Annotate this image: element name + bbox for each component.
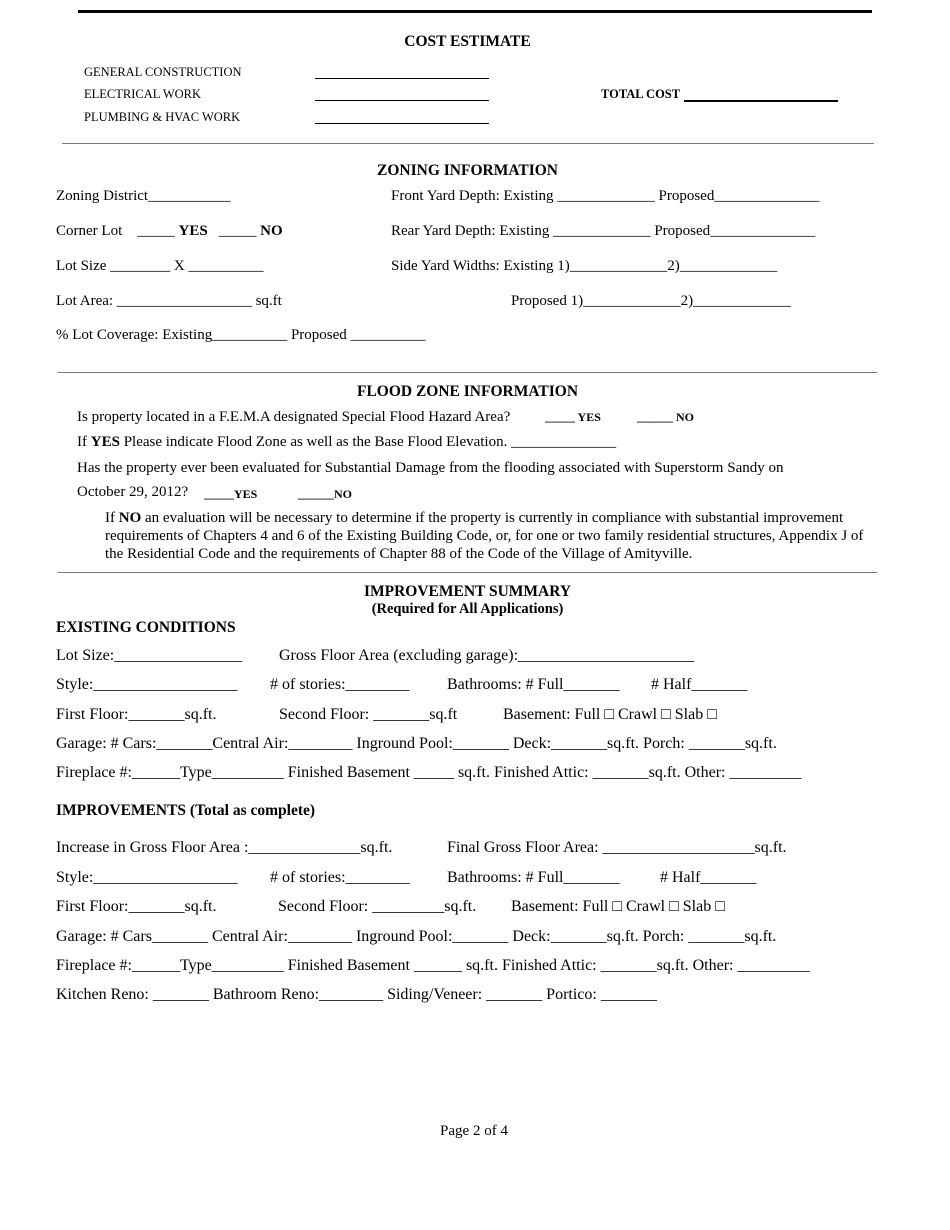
fema-yes[interactable]: _____ YES <box>545 410 601 424</box>
electrical-work-label: ELECTRICAL WORK <box>84 87 202 101</box>
section-divider <box>58 572 877 573</box>
cost-estimate-title: COST ESTIMATE <box>404 33 531 50</box>
existing-half-baths[interactable]: # Half_______ <box>651 676 748 693</box>
improved-first-floor[interactable]: First Floor:_______sq.ft. <box>56 898 217 915</box>
increase-gross-floor-area[interactable]: Increase in Gross Floor Area :______________sq.ft. <box>56 839 393 856</box>
side-yard-proposed-field[interactable]: Proposed 1)_____________2)_____________ <box>511 293 791 309</box>
flood-zone-yes: YES <box>90 434 120 450</box>
plumbing-hvac-field[interactable] <box>315 123 489 124</box>
top-rule <box>78 10 872 13</box>
corner-lot-text: Corner Lot <box>56 223 123 239</box>
sandy-yes[interactable]: _____YES <box>204 487 258 501</box>
existing-gross-floor-area[interactable]: Gross Floor Area (excluding garage):______________________ <box>279 647 695 664</box>
section-divider <box>58 372 877 373</box>
renovation-row[interactable]: Kitchen Reno: _______ Bathroom Reno:________ Siding/Veneer: _______ Portico: _______ <box>56 986 657 1003</box>
flood-zone-if: If <box>77 434 91 450</box>
section-divider <box>62 143 874 144</box>
existing-conditions-heading: EXISTING CONDITIONS <box>56 619 236 636</box>
improved-fireplace-row[interactable]: Fireplace #:______Type_________ Finished Basement ______ sq.ft. Finished Attic: _______sq.ft. Other: _________ <box>56 957 810 974</box>
improved-style[interactable]: Style:__________________ <box>56 869 238 886</box>
existing-style[interactable]: Style:__________________ <box>56 676 238 693</box>
electrical-work-field[interactable] <box>315 100 489 101</box>
flood-zone-rest: Please indicate Flood Zone as well as the Base Flood Elevation. ______________ <box>119 434 617 450</box>
existing-second-floor[interactable]: Second Floor: _______sq.ft <box>279 706 458 723</box>
existing-fireplace-row[interactable]: Fireplace #:______Type_________ Finished Basement _____ sq.ft. Finished Attic: _______sq.ft. Other: _________ <box>56 764 802 781</box>
existing-basement[interactable]: Basement: Full □ Crawl □ Slab □ <box>503 706 717 723</box>
summary-title: IMPROVEMENT SUMMARY <box>363 583 572 600</box>
corner-lot-yes: YES <box>178 223 208 239</box>
rear-yard-field[interactable]: Rear Yard Depth: Existing _____________ Proposed______________ <box>391 223 816 239</box>
front-yard-field[interactable]: Front Yard Depth: Existing _____________ Proposed______________ <box>391 188 820 204</box>
lot-area-field[interactable]: Lot Area: __________________ sq.ft <box>56 293 282 309</box>
existing-full-baths[interactable]: Bathrooms: # Full_______ <box>447 676 620 693</box>
improved-full-baths[interactable]: Bathrooms: # Full_______ <box>447 869 620 886</box>
existing-stories[interactable]: # of stories:________ <box>270 676 410 693</box>
improved-basement[interactable]: Basement: Full □ Crawl □ Slab □ <box>511 898 725 915</box>
improved-garage-row[interactable]: Garage: # Cars_______ Central Air:________ Inground Pool:_______ Deck:_______sq.ft. Porch: _______sq.ft. <box>56 928 777 945</box>
existing-first-floor[interactable]: First Floor:_______sq.ft. <box>56 706 217 723</box>
summary-subtitle: (Required for All Applications) <box>371 601 564 617</box>
side-yard-field[interactable]: Side Yard Widths: Existing 1)_____________2)_____________ <box>391 258 778 274</box>
lot-coverage-field[interactable]: % Lot Coverage: Existing__________ Proposed __________ <box>56 327 426 343</box>
evaluation-note: If NO an evaluation will be necessary to determine if the property is currently in compliance with substantial improvement requirements of Chapters 4 and 6 of the Existing Building Code, or, for one or two family residential structures, Appendix J of the Residential Code and the requirements of Chapter 88 of the Code of the Village of Amityville. <box>105 510 864 562</box>
existing-lot-size[interactable]: Lot Size:________________ <box>56 647 243 664</box>
corner-lot-no: NO <box>260 223 283 239</box>
corner-lot-yes-blank[interactable]: _____ <box>137 223 175 239</box>
general-construction-label: GENERAL CONSTRUCTION <box>84 65 242 79</box>
fema-question: Is property located in a F.E.M.A designated Special Flood Hazard Area? <box>77 409 511 425</box>
total-cost-label: TOTAL COST <box>601 87 681 101</box>
zoning-title: ZONING INFORMATION <box>377 162 558 179</box>
total-cost-field[interactable] <box>684 100 838 102</box>
improved-half-baths[interactable]: # Half_______ <box>660 869 757 886</box>
page-number: Page 2 of 4 <box>440 1123 508 1139</box>
improved-second-floor[interactable]: Second Floor: _________sq.ft. <box>278 898 477 915</box>
general-construction-field[interactable] <box>315 78 489 79</box>
flood-zone-question[interactable] <box>77 434 616 451</box>
plumbing-hvac-label: PLUMBING & HVAC WORK <box>84 110 241 124</box>
flood-title: FLOOD ZONE INFORMATION <box>356 383 579 400</box>
improved-stories[interactable]: # of stories:________ <box>270 869 410 886</box>
final-gross-floor-area[interactable]: Final Gross Floor Area: ___________________sq.ft. <box>447 839 787 856</box>
sandy-question: Has the property ever been evaluated for Substantial Damage from the flooding associated with Superstorm Sandy on <box>77 460 784 476</box>
sandy-no[interactable]: ______NO <box>298 487 352 501</box>
improvements-heading: IMPROVEMENTS (Total as complete) <box>56 802 316 819</box>
corner-lot-no-blank[interactable]: _____ <box>218 223 257 239</box>
existing-garage-row[interactable]: Garage: # Cars:_______Central Air:________ Inground Pool:_______ Deck:_______sq.ft. Porch: _______sq.ft. <box>56 735 777 752</box>
fema-no[interactable]: ______ NO <box>637 410 694 424</box>
sandy-date: October 29, 2012? <box>77 484 189 500</box>
zoning-district-field[interactable]: Zoning District___________ <box>56 188 231 204</box>
lot-size-field[interactable]: Lot Size ________ X __________ <box>56 258 264 274</box>
corner-lot-label <box>56 223 283 240</box>
